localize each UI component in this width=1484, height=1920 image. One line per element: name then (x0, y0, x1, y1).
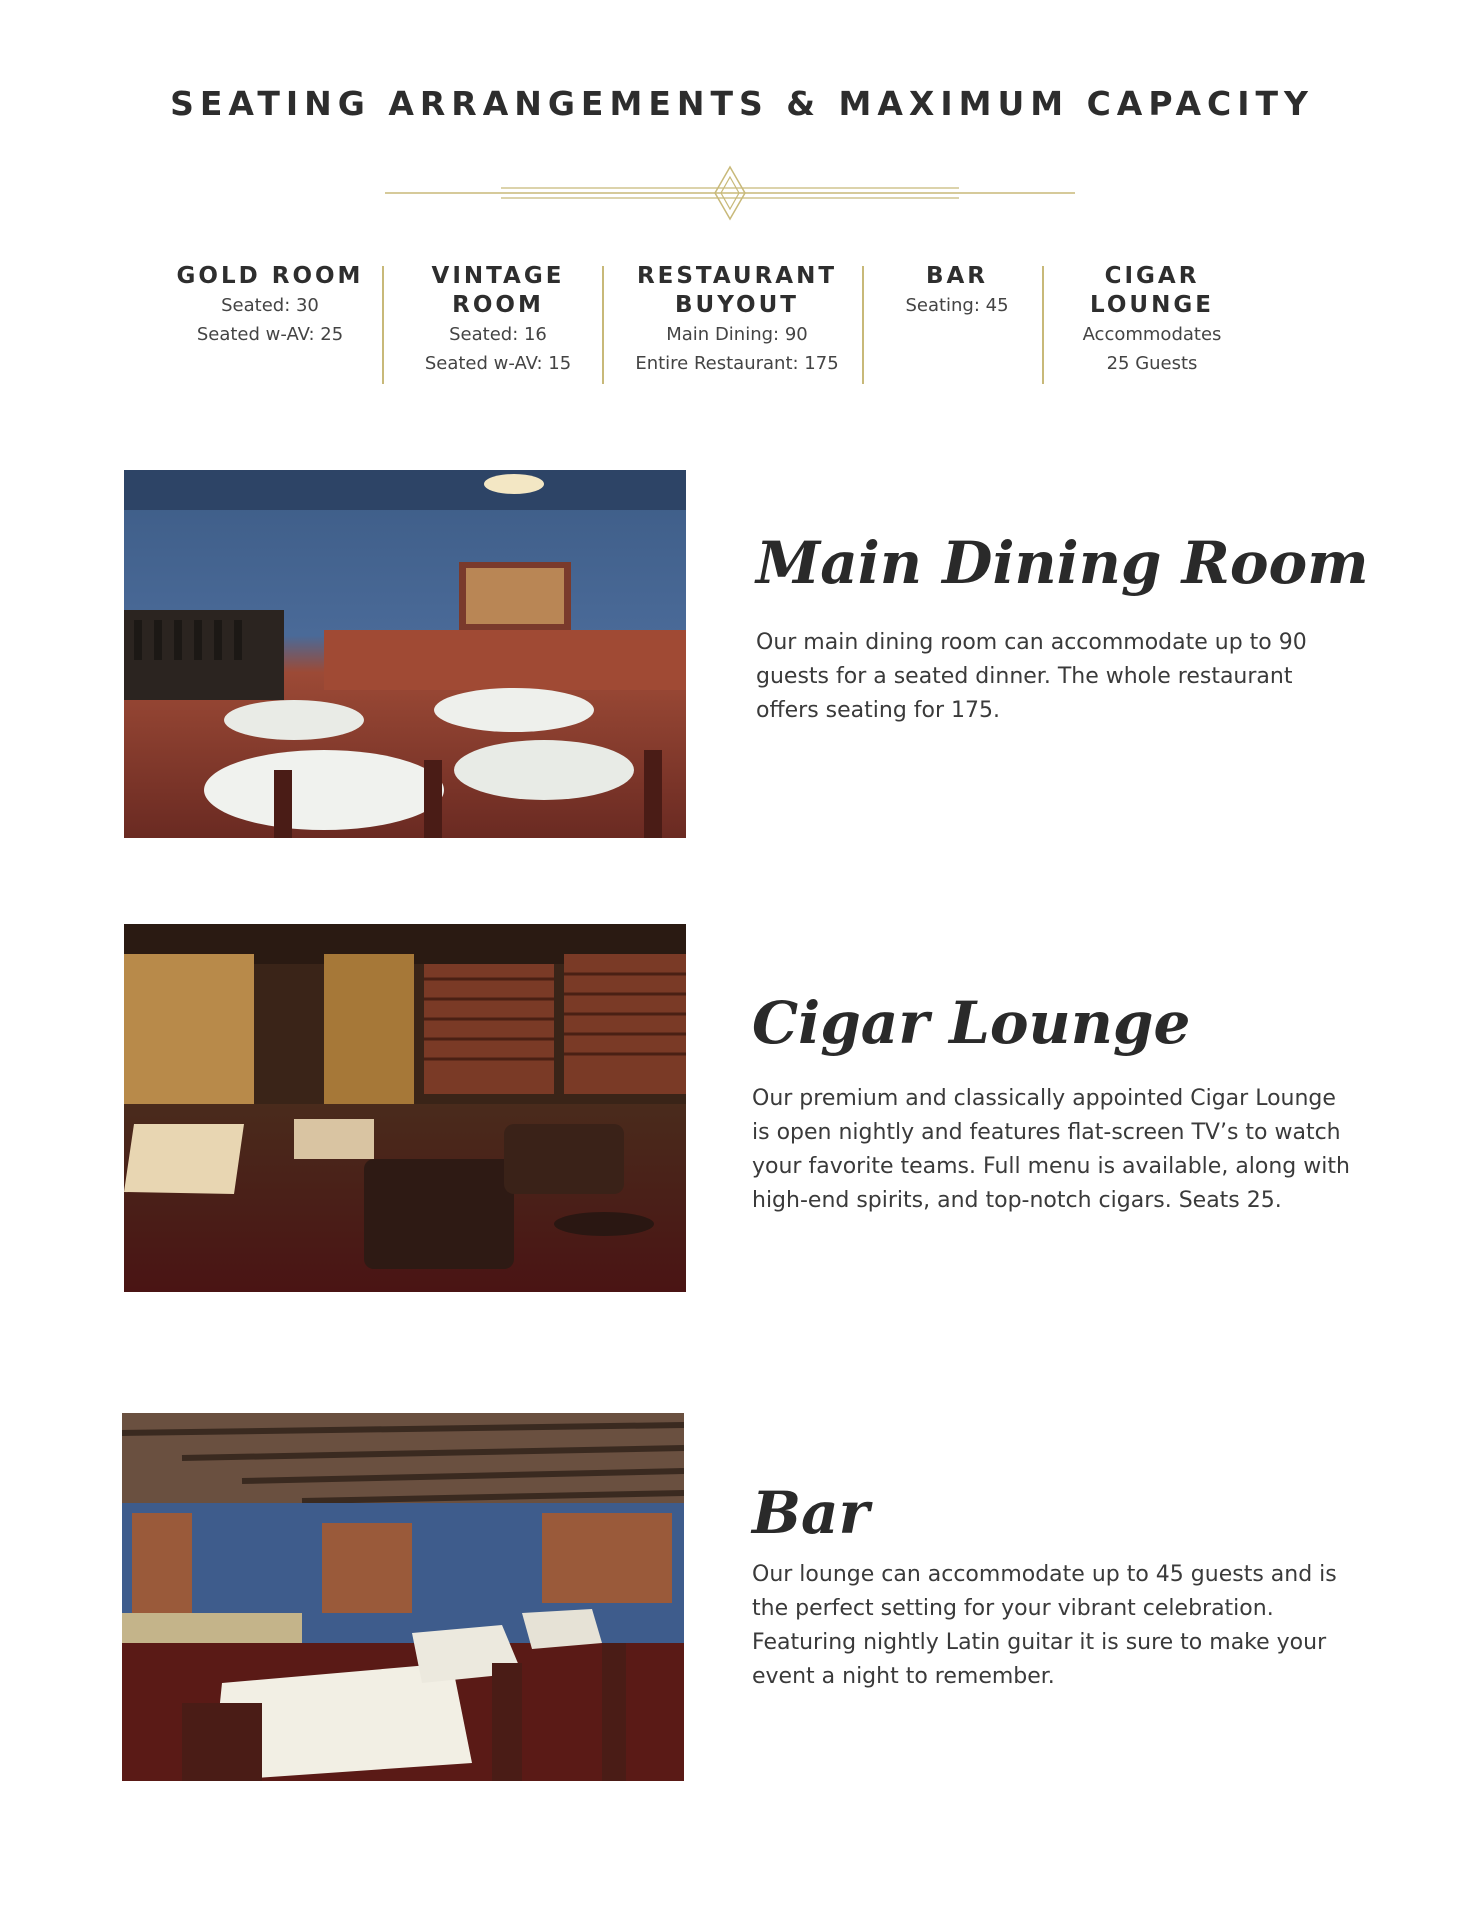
cigar-lounge-photo (124, 924, 686, 1292)
capacity-heading: BAR (925, 263, 989, 289)
capacity-restaurant-buyout (612, 262, 862, 382)
section-title-main-dining: Main Dining Room (756, 529, 1369, 597)
capacity-line: Main Dining: 90 (666, 324, 808, 345)
section-title-cigar-lounge: Cigar Lounge (752, 989, 1191, 1057)
capacity-line: Accommodates (1082, 324, 1222, 345)
capacity-heading: RESTAURANT (636, 263, 838, 289)
capacity-heading: CIGAR (1104, 263, 1200, 289)
section-body-bar: Our lounge can accommodate up to 45 guests and is the perfect setting for your vibrant celebration. Featuring nightly Latin guitar it is sure to make your event a night to remember. (752, 1562, 1337, 1689)
section-body-cigar-lounge: Our premium and classically appointed Cigar Lounge is open nightly and features flat-screen TV’s to watch your favorite teams. Full menu is available, along with high-end spirits, and top-notch cigars. Seats 25. (752, 1086, 1350, 1213)
capacity-heading: VINTAGE (431, 263, 565, 289)
capacity-heading: LOUNGE (1090, 292, 1214, 318)
capacity-heading: ROOM (452, 292, 544, 318)
gold-divider (862, 266, 864, 384)
capacity-line: Seated w-AV: 15 (424, 353, 572, 374)
gold-divider (602, 266, 604, 384)
gold-divider (382, 266, 384, 384)
capacity-line: Seated: 30 (221, 295, 319, 316)
capacity-vintage-room (394, 262, 602, 382)
capacity-heading: GOLD ROOM (176, 263, 364, 289)
capacity-line: Seated w-AV: 25 (196, 324, 344, 345)
gold-divider (1042, 266, 1044, 384)
capacity-line: Seating: 45 (905, 295, 1009, 316)
page-title: SEATING ARRANGEMENTS & MAXIMUM CAPACITY (170, 84, 1314, 123)
capacity-line: Seated: 16 (449, 324, 547, 345)
capacity-summary (160, 262, 1240, 386)
bar-photo (122, 1413, 684, 1781)
capacity-line: Entire Restaurant: 175 (635, 353, 839, 374)
capacity-heading: BUYOUT (675, 292, 799, 318)
section-title-bar: Bar (752, 1479, 870, 1547)
gold-ornament-divider (385, 165, 1075, 221)
capacity-bar (872, 262, 1042, 382)
capacity-line: 25 Guests (1106, 353, 1198, 374)
main-dining-room-photo (124, 470, 686, 838)
section-body-main-dining: Our main dining room can accommodate up to 90 guests for a seated dinner. The whole restaurant offers seating for 175. (756, 630, 1307, 723)
capacity-gold-room (160, 262, 380, 382)
capacity-cigar-lounge (1052, 262, 1252, 382)
